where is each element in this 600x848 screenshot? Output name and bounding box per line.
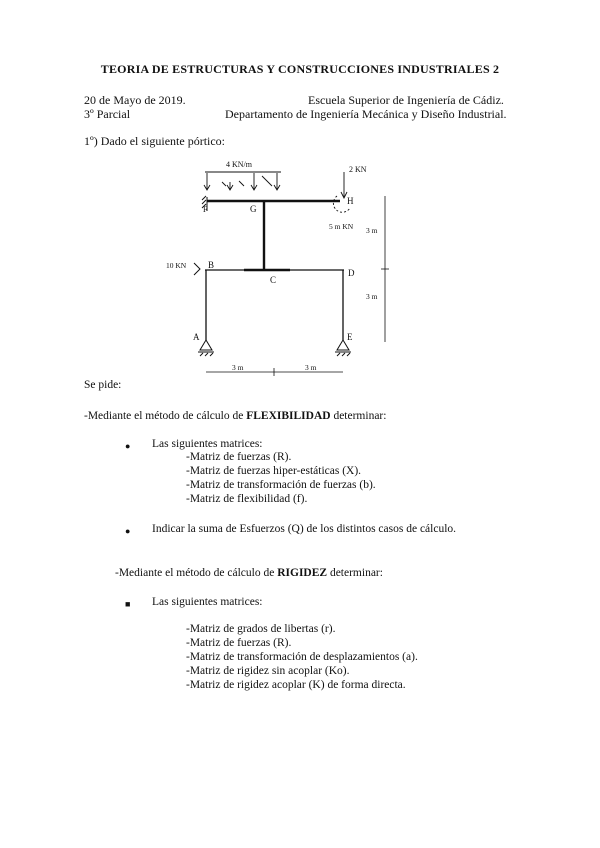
node-a: A: [193, 332, 200, 342]
node-h: H: [347, 196, 354, 206]
se-pide: Se pide:: [84, 379, 122, 391]
rigidity-keyword: RIGIDEZ: [277, 567, 328, 579]
label-load-b: 10 KN: [166, 261, 187, 270]
node-c: C: [270, 275, 277, 285]
question-prompt: 1º) Dado el siguiente pórtico:: [84, 134, 226, 148]
frame-figure: [0, 150, 600, 390]
node-d: D: [348, 268, 355, 278]
flex-item: -Matriz de fuerzas hiper-estáticas (X).: [186, 465, 362, 477]
flexibility-keyword: FLEXIBILIDAD: [246, 410, 331, 422]
node-b: B: [208, 260, 215, 270]
support-a: [198, 340, 214, 356]
label-distributed-load: 4 KN/m: [226, 160, 252, 169]
rig-item: -Matriz de fuerzas (R).: [186, 637, 292, 649]
bullet: ■: [125, 599, 131, 609]
dim-upper: 3 m: [366, 226, 378, 235]
rig-item: -Matriz de rigidez sin acoplar (Ko).: [186, 665, 350, 677]
point-load-b: [194, 263, 200, 275]
point-load-h: [341, 172, 347, 198]
node-e: E: [347, 332, 353, 342]
dim-right: 3 m: [305, 363, 317, 372]
bullet: ●: [125, 526, 131, 536]
school-name: Escuela Superior de Ingeniería de Cádiz.: [308, 93, 504, 107]
label-point-load-h: 2 KN: [349, 165, 367, 174]
exam-date: 20 de Mayo de 2019.: [84, 93, 186, 107]
flex-bullet-2: Indicar la suma de Esfuerzos (Q) de los distintos casos de cálculo.: [152, 523, 457, 535]
flex-item: -Matriz de fuerzas (R).: [186, 451, 292, 463]
distributed-load-arrows: [204, 172, 281, 190]
flexibility-intro: -Mediante el método de cálculo de FLEXIBILIDAD determinar:: [84, 410, 387, 422]
rig-item: -Matriz de transformación de desplazamientos (a).: [186, 651, 418, 663]
rig-item: -Matriz de rigidez acoplar (K) de forma directa.: [186, 679, 406, 691]
rig-item: -Matriz de grados de libertas (r).: [186, 623, 336, 635]
dim-left: 3 m: [232, 363, 244, 372]
flex-bullet-1: Las siguientes matrices:: [152, 438, 263, 450]
rig-bullet-1: Las siguientes matrices:: [152, 596, 263, 608]
flex-item: -Matriz de flexibilidad (f).: [186, 493, 308, 505]
department-name: Departamento de Ingeniería Mecánica y Diseño Industrial.: [225, 107, 507, 121]
dim-lower: 3 m: [366, 292, 378, 301]
rigidity-intro: -Mediante el método de cálculo de RIGIDEZ determinar:: [115, 567, 383, 579]
flex-item: -Matriz de transformación de fuerzas (b).: [186, 479, 376, 491]
support-e: [335, 340, 351, 356]
bullet: ●: [125, 441, 131, 451]
node-f: F: [203, 205, 208, 214]
node-g: G: [250, 204, 257, 214]
label-moment-h: 5 m KN: [329, 222, 354, 231]
document-title: TEORIA DE ESTRUCTURAS Y CONSTRUCCIONES INDUSTRIALES 2: [100, 62, 500, 76]
exam-label: 3º Parcial: [84, 107, 131, 121]
